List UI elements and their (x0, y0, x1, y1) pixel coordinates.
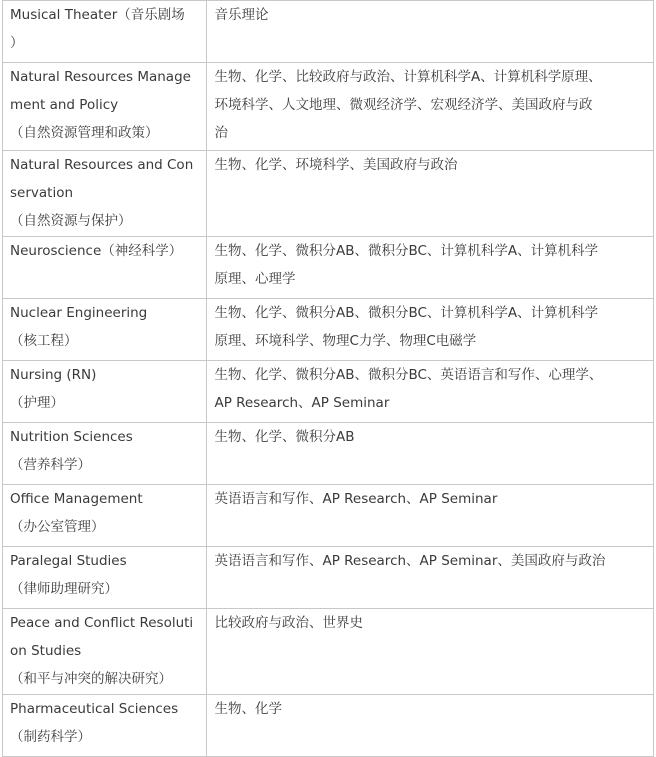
courses-cell (207, 151, 654, 237)
major-name-line: （护理） (10, 395, 64, 411)
table-row (3, 299, 654, 361)
major-name-line: Nursing (RN) (10, 367, 97, 383)
table-row (3, 237, 654, 299)
table-row (3, 361, 654, 423)
major-name-line: Pharmaceutical Sciences (10, 701, 179, 717)
course-list-line: 生物、化学、微积分AB (214, 429, 355, 445)
courses-cell (207, 237, 654, 299)
major-name-line: ment and Policy (10, 97, 119, 113)
course-list-line: 比较政府与政治、世界史 (214, 615, 363, 631)
courses-cell (207, 695, 654, 757)
major-cell (3, 485, 207, 547)
major-name-line: （和平与冲突的解决研究） (10, 671, 172, 687)
major-name-line: ） (10, 35, 24, 51)
major-name-line: Paralegal Studies (10, 553, 127, 569)
course-list-line: 生物、化学、比较政府与政治、计算机科学A、计算机科学原理、 (214, 69, 602, 85)
major-name-line: （自然资源与保护） (10, 213, 132, 229)
course-list-line: 治 (214, 125, 228, 141)
major-cell (3, 151, 207, 237)
courses-cell (207, 423, 654, 485)
course-list-line: 英语语言和写作、AP Research、AP Seminar (214, 491, 498, 507)
major-name-line: Office Management (10, 491, 143, 507)
major-cell (3, 237, 207, 299)
major-name-line: Neuroscience（神经科学） (10, 243, 183, 259)
course-list-line: 生物、化学 (214, 701, 282, 717)
major-name-line: （律师助理研究） (10, 581, 118, 597)
course-list-line: AP Research、AP Seminar (214, 395, 390, 411)
major-name-line: Natural Resources Manage (10, 69, 191, 85)
table-row (3, 547, 654, 609)
major-cell (3, 695, 207, 757)
course-list-line: 生物、化学、微积分AB、微积分BC、英语语言和写作、心理学、 (214, 367, 603, 383)
courses-cell (207, 299, 654, 361)
courses-cell (207, 547, 654, 609)
major-cell (3, 547, 207, 609)
course-list-line: 环境科学、人文地理、微观经济学、宏观经济学、美国政府与政 (214, 97, 593, 113)
major-name-line: （办公室管理） (10, 519, 105, 535)
major-name-line: Nutrition Sciences (10, 429, 133, 445)
major-name-line: （核工程） (10, 333, 78, 349)
course-list-line: 生物、化学、微积分AB、微积分BC、计算机科学A、计算机科学 (214, 243, 599, 259)
table-row (3, 485, 654, 547)
major-cell (3, 1, 207, 63)
major-name-line: （制药科学） (10, 729, 91, 745)
table-row (3, 423, 654, 485)
course-list-line: 生物、化学、环境科学、美国政府与政治 (214, 157, 458, 173)
table-row (3, 609, 654, 695)
major-name-line: Natural Resources and Con (10, 157, 194, 173)
table-row (3, 63, 654, 151)
course-list-line: 原理、环境科学、物理C力学、物理C电磁学 (214, 333, 477, 349)
major-cell (3, 423, 207, 485)
course-list-line: 音乐理论 (214, 7, 269, 23)
course-list-line: 原理、心理学 (214, 271, 296, 287)
table-row (3, 695, 654, 757)
table-row (3, 151, 654, 237)
course-list-line: 生物、化学、微积分AB、微积分BC、计算机科学A、计算机科学 (214, 305, 599, 321)
major-name-line: Musical Theater（音乐剧场 (10, 7, 185, 23)
major-name-line: on Studies (10, 643, 82, 659)
major-name-line: （自然资源管理和政策） (10, 125, 159, 141)
major-name-line: servation (10, 185, 74, 201)
courses-cell (207, 609, 654, 695)
major-cell (3, 609, 207, 695)
major-cell (3, 63, 207, 151)
courses-cell (207, 485, 654, 547)
courses-cell (207, 1, 654, 63)
major-name-line: Nuclear Engineering (10, 305, 148, 321)
major-cell (3, 299, 207, 361)
major-name-line: Peace and Conflict Resoluti (10, 615, 194, 631)
courses-cell (207, 361, 654, 423)
major-name-line: （营养科学） (10, 457, 91, 473)
course-list-line: 英语语言和写作、AP Research、AP Seminar、美国政府与政治 (214, 553, 606, 569)
table-body (3, 1, 654, 757)
courses-cell (207, 63, 654, 151)
major-course-table (2, 0, 654, 757)
table-row (3, 1, 654, 63)
major-cell (3, 361, 207, 423)
